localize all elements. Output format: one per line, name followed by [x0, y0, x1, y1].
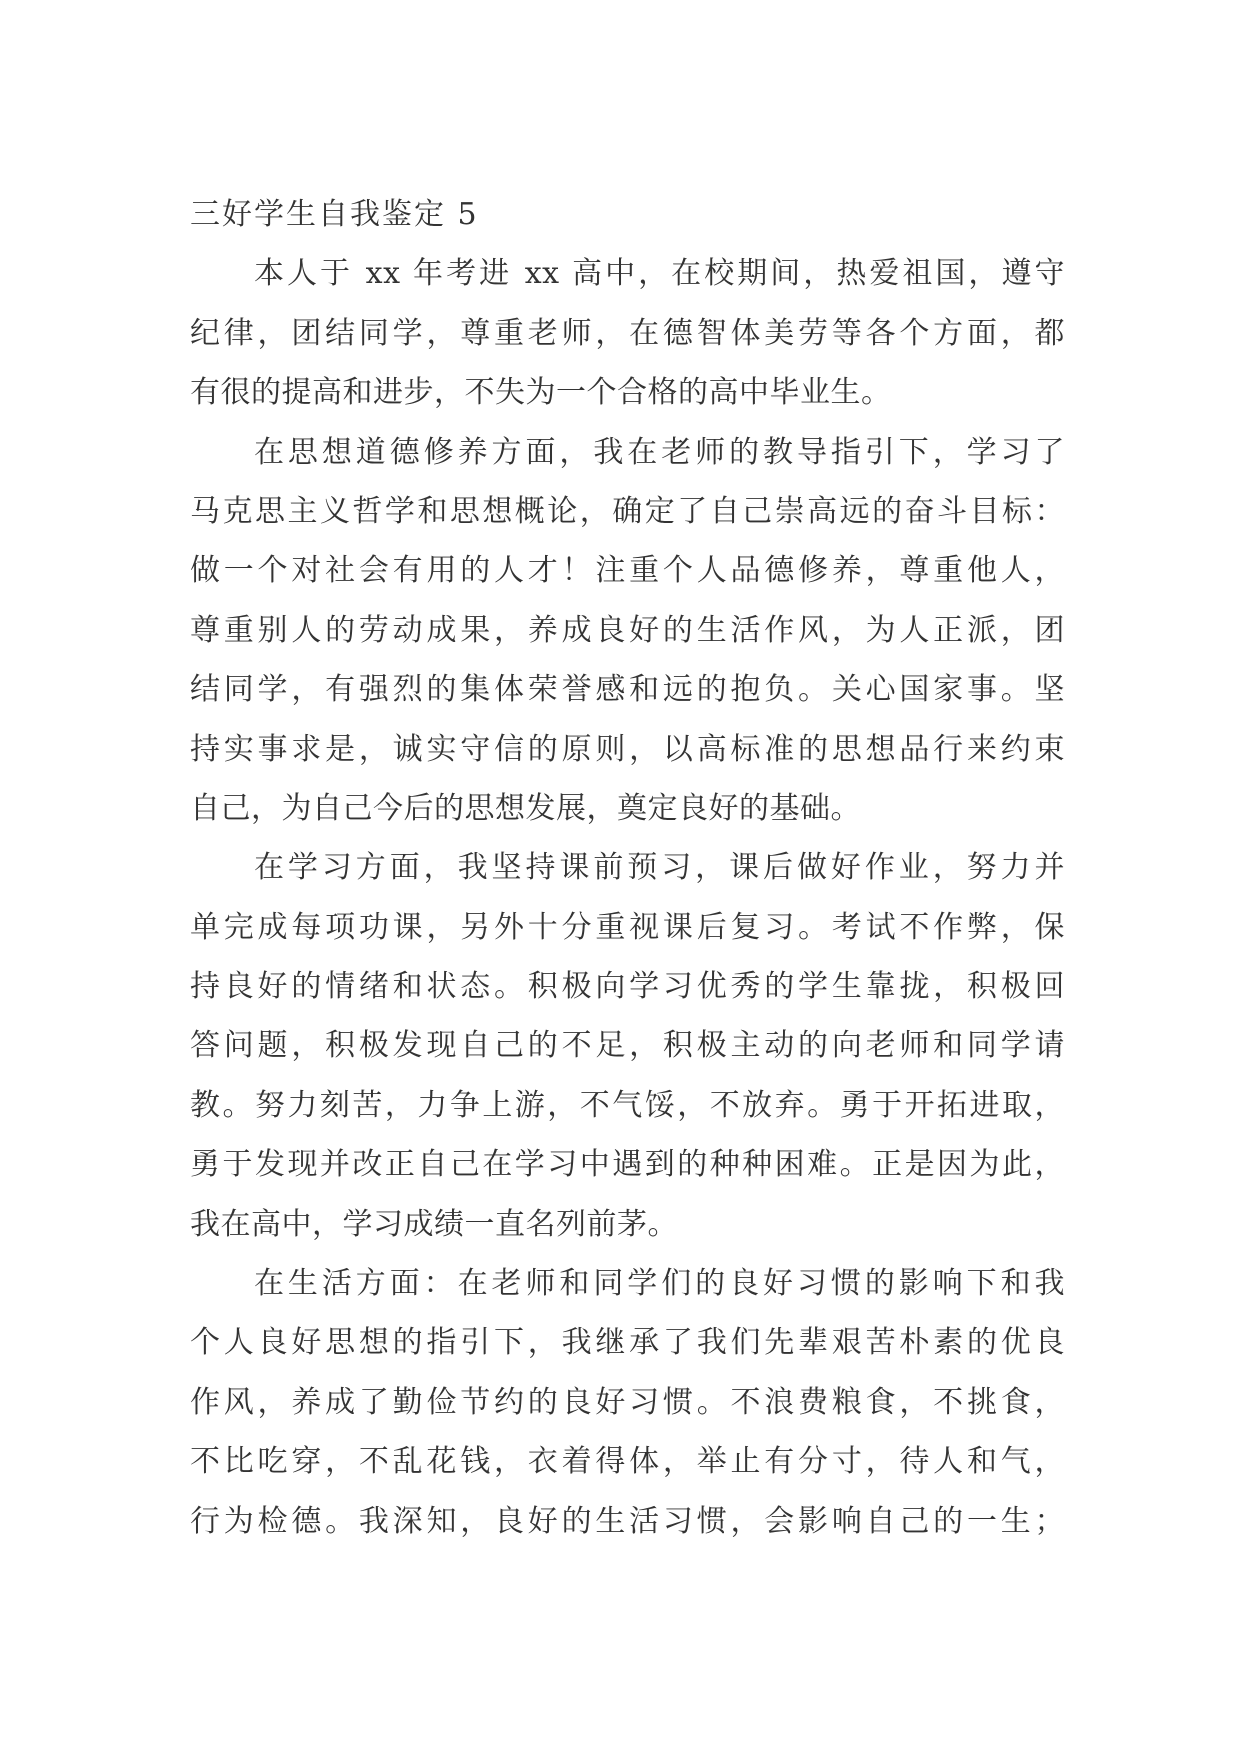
paragraph-line: 作风，养成了勤俭节约的良好习惯。不浪费粮食，不挑食，	[190, 1384, 1065, 1420]
paragraph-line: 我在高中，学习成绩一直名列前茅。	[190, 1206, 678, 1242]
paragraph-line: 持实事求是，诚实守信的原则，以高标准的思想品行来约束	[190, 731, 1065, 767]
paragraph-1	[190, 244, 1065, 422]
paragraph-line: 做一个对社会有用的人才！注重个人品德修养，尊重他人，	[190, 553, 1065, 589]
paragraph-line: 个人良好思想的指引下，我继承了我们先辈艰苦朴素的优良	[190, 1325, 1065, 1361]
paragraph-line: 在生活方面：在老师和同学们的良好习惯的影响下和我	[254, 1266, 1065, 1302]
paragraph-line: 答问题，积极发现自己的不足，积极主动的向老师和同学请	[190, 1028, 1065, 1064]
paragraph-2	[190, 423, 1065, 839]
document-title: 三好学生自我鉴定 5	[190, 197, 479, 232]
paragraph-line: 教。努力刻苦，力争上游，不气馁，不放弃。勇于开拓进取，	[190, 1087, 1065, 1123]
paragraph-line: 马克思主义哲学和思想概论，确定了自己崇高远的奋斗目标：	[190, 493, 1065, 529]
paragraph-line: 在学习方面，我坚持课前预习，课后做好作业，努力并	[254, 850, 1065, 886]
paragraph-line: 勇于发现并改正自己在学习中遇到的种种困难。正是因为此，	[190, 1147, 1065, 1183]
paragraph-line: 在思想道德修养方面，我在老师的教导指引下，学习了	[254, 434, 1065, 470]
paragraph-line: 不比吃穿，不乱花钱，衣着得体，举止有分寸，待人和气，	[190, 1444, 1065, 1480]
paragraph-line: 有很的提高和进步，不失为一个合格的高中毕业生。	[190, 375, 892, 411]
document-body	[190, 185, 1065, 1551]
paragraph-line: 单完成每项功课，另外十分重视课后复习。考试不作弊，保	[190, 909, 1065, 945]
paragraph-4	[190, 1254, 1065, 1551]
paragraph-line: 持良好的情绪和状态。积极向学习优秀的学生靠拢，积极回	[190, 969, 1065, 1005]
paragraph-line: 结同学，有强烈的集体荣誉感和远的抱负。关心国家事。坚	[190, 672, 1065, 708]
paragraph-line: 纪律，团结同学，尊重老师，在德智体美劳等各个方面，都	[190, 315, 1065, 351]
paragraph-3	[190, 838, 1065, 1254]
paragraph-line: 自己，为自己今后的思想发展，奠定良好的基础。	[190, 790, 861, 826]
paragraph-line: 尊重别人的劳动成果，养成良好的生活作风，为人正派，团	[190, 612, 1065, 648]
paragraph-line: 本人于 xx 年考进 xx 高中，在校期间，热爱祖国，遵守	[254, 256, 1065, 292]
paragraph-line: 行为检德。我深知，良好的生活习惯，会影响自己的一生；	[190, 1503, 1065, 1539]
